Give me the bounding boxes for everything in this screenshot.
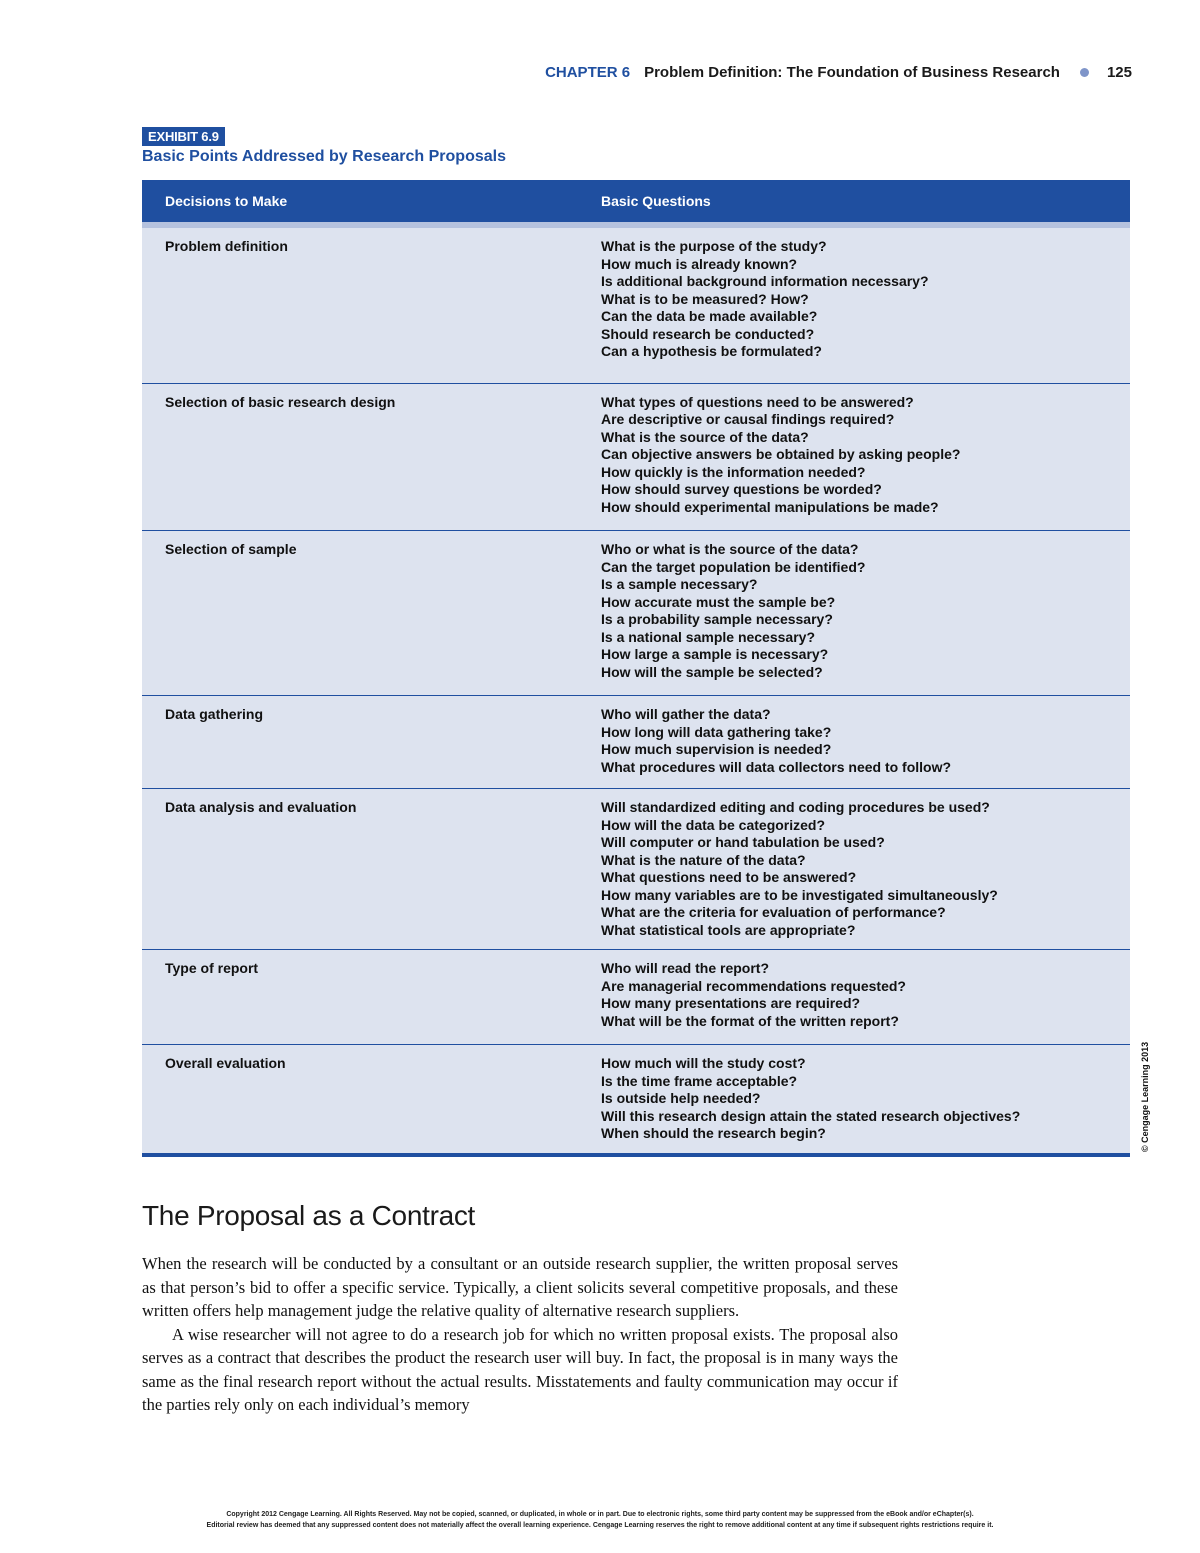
- question-item: How many variables are to be investigated simultaneously?: [601, 886, 998, 903]
- footer-line: Editorial review has deemed that any suppressed content does not materially affect the overall learning experience. Cengage Learning reserves the right to remove additional content at any time if subsequent rights restrictions require it.: [206, 1522, 994, 1529]
- chapter-label: CHAPTER 6: [545, 64, 631, 81]
- question-item: How will the data be categorized?: [601, 816, 826, 833]
- header-decisions: Decisions to Make: [165, 193, 288, 209]
- table-body: [142, 228, 1130, 1153]
- paragraph: A wise researcher will not agree to do a research job for which no written proposal exists. The proposal also serves as a contract that describes the product the research user will buy. In fact, the proposal is in many ways the same as the final research report without the actual results. Misstatements and faulty communication may occur if the parties rely only on each individual’s memory: [142, 1324, 898, 1414]
- question-item: Can a hypothesis be formulated?: [601, 343, 822, 359]
- question-item: When should the research begin?: [601, 1125, 826, 1141]
- question-item: Who will gather the data?: [601, 706, 771, 722]
- question-item: Can the target population be identified?: [601, 558, 866, 575]
- question-item: Will computer or hand tabulation be used?: [601, 834, 885, 850]
- question-item: Will standardized editing and coding procedures be used?: [601, 799, 990, 815]
- question-item: Are descriptive or causal findings required?: [601, 411, 895, 427]
- question-item: Should research be conducted?: [601, 325, 815, 342]
- questions-cell: [601, 238, 1130, 361]
- header-questions: Basic Questions: [601, 193, 711, 209]
- question-item: Is a sample necessary?: [601, 576, 758, 592]
- question-item: Is the time frame acceptable?: [601, 1072, 798, 1089]
- questions-cell: [601, 799, 1130, 939]
- question-item: How many presentations are required?: [601, 995, 861, 1011]
- table-row: [142, 696, 1130, 789]
- table-row: [142, 950, 1130, 1045]
- questions-cell: [601, 706, 1130, 776]
- question-item: Can objective answers be obtained by asking people?: [601, 446, 961, 462]
- decision-cell: Data analysis and evaluation: [165, 799, 357, 815]
- question-item: How much supervision is needed?: [601, 741, 832, 757]
- page-number: 125: [1106, 64, 1132, 81]
- exhibit-label: EXHIBIT 6.9: [142, 127, 225, 146]
- question-item: Is additional background information necessary?: [601, 273, 929, 289]
- table-header: [142, 180, 1130, 228]
- table-row: [142, 1045, 1130, 1153]
- decision-cell: Selection of sample: [165, 541, 297, 557]
- table-row: [142, 531, 1130, 696]
- question-item: What statistical tools are appropriate?: [601, 921, 856, 938]
- decision-cell: Data gathering: [165, 706, 264, 722]
- question-item: How long will data gathering take?: [601, 723, 832, 740]
- question-item: What is the source of the data?: [601, 428, 809, 445]
- footer-line: Copyright 2012 Cengage Learning. All Rights Reserved. May not be copied, scanned, or duplicated, in whole or in part. Due to electronic rights, some third party content may be suppressed from the eBook and/or eChapter(s).: [226, 1511, 974, 1518]
- question-item: How will the sample be selected?: [601, 663, 823, 680]
- question-item: How quickly is the information needed?: [601, 463, 866, 480]
- question-item: Can the data be made available?: [601, 308, 818, 324]
- decision-cell: Selection of basic research design: [165, 393, 396, 410]
- copyright-credit: © Cengage Learning 2013: [1140, 1041, 1150, 1152]
- question-item: How should survey questions be worded?: [601, 481, 882, 497]
- paragraph: When the research will be conducted by a consultant or an outside research supplier, the written proposal serves as that person’s bid to offer a specific service. Typically, a client solicits several competitive proposals, and these written offers help management judge the relative quality of alternative research suppliers.: [142, 1254, 898, 1320]
- question-item: How much is already known?: [601, 255, 798, 272]
- question-item: What is the purpose of the study?: [601, 238, 827, 254]
- question-item: How accurate must the sample be?: [601, 593, 836, 610]
- question-item: Will this research design attain the stated research objectives?: [601, 1107, 1021, 1124]
- exhibit-table: [142, 180, 1130, 1157]
- question-item: What procedures will data collectors need to follow?: [601, 758, 952, 775]
- question-item: Are managerial recommendations requested?: [601, 977, 906, 994]
- question-item: Who will read the report?: [601, 960, 770, 976]
- table-row: [142, 789, 1130, 950]
- questions-cell: [601, 960, 1130, 1030]
- section-heading: The Proposal as a Contract: [142, 1200, 476, 1231]
- question-item: What are the criteria for evaluation of performance?: [601, 904, 946, 920]
- body-text: [142, 1252, 898, 1417]
- question-item: Is outside help needed?: [601, 1090, 761, 1106]
- decision-cell: Overall evaluation: [165, 1055, 286, 1071]
- decision-cell: Problem definition: [165, 238, 288, 254]
- footer: [0, 1509, 1200, 1531]
- questions-cell: [601, 1055, 1130, 1143]
- question-item: How should experimental manipulations be made?: [601, 498, 939, 515]
- question-item: What will be the format of the written report?: [601, 1012, 899, 1029]
- chapter-title: Problem Definition: The Foundation of Business Research: [644, 64, 1060, 81]
- questions-cell: [601, 394, 1130, 517]
- question-item: What is the nature of the data?: [601, 851, 806, 868]
- question-item: How much will the study cost?: [601, 1055, 806, 1071]
- table-row: [142, 228, 1130, 384]
- decision-cell: Type of report: [165, 960, 259, 976]
- question-item: Is a national sample necessary?: [601, 628, 815, 645]
- bullet-dot-icon: [1080, 68, 1089, 77]
- question-item: What types of questions need to be answered?: [601, 393, 914, 410]
- question-item: What is to be measured? How?: [601, 290, 809, 307]
- question-item: How large a sample is necessary?: [601, 646, 829, 662]
- running-head: [545, 64, 1132, 81]
- question-item: Who or what is the source of the data?: [601, 541, 859, 557]
- questions-cell: [601, 541, 1130, 681]
- question-item: What questions need to be answered?: [601, 869, 857, 885]
- exhibit-title: Basic Points Addressed by Research Proposals: [142, 148, 506, 165]
- question-item: Is a probability sample necessary?: [601, 611, 833, 627]
- table-row: [142, 384, 1130, 532]
